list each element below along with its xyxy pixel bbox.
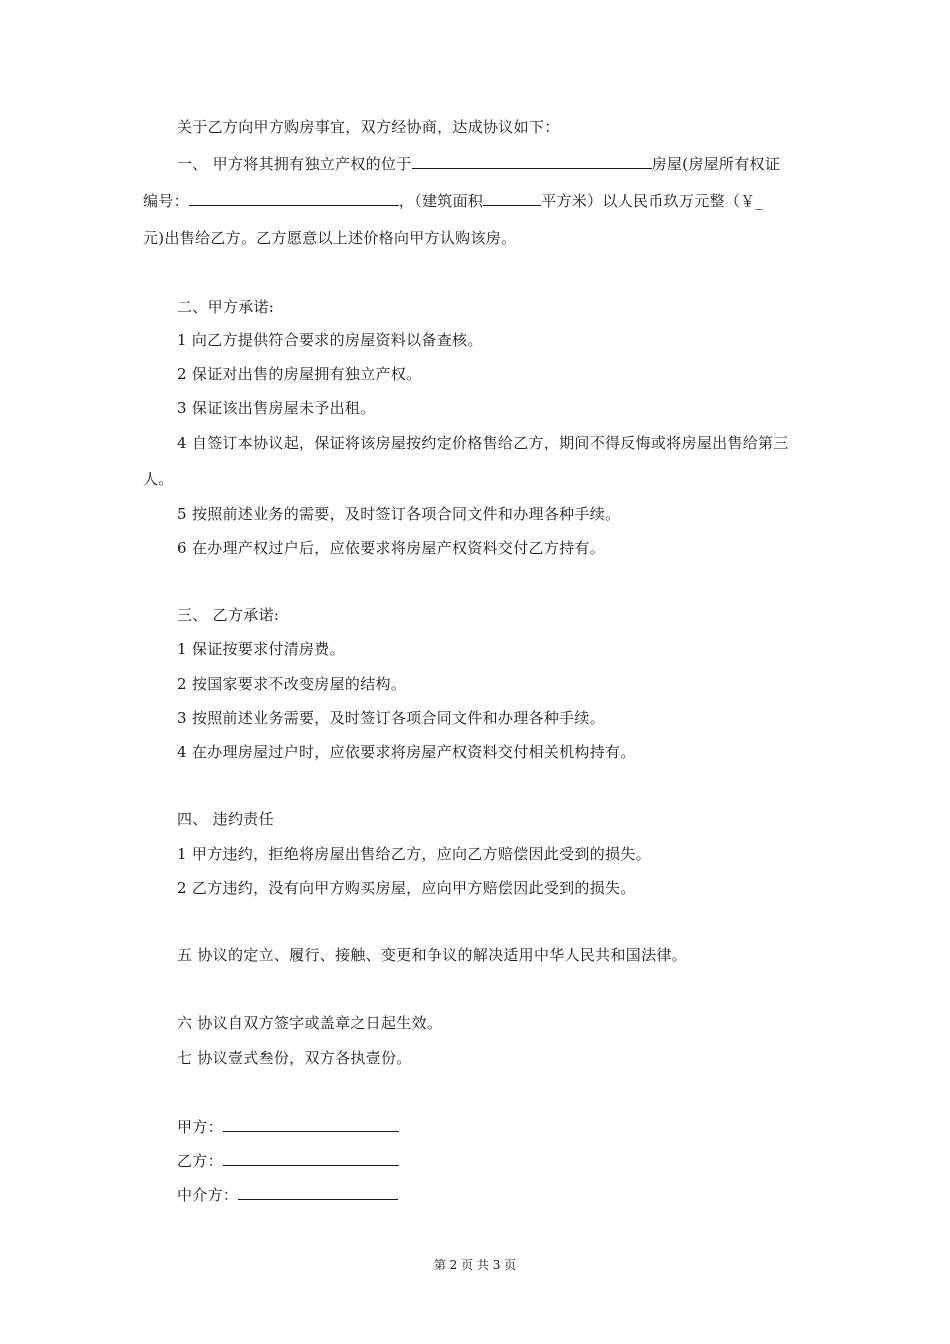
clause-1-text-a: 一、 甲方将其拥有独立产权的位于 — [177, 155, 412, 173]
clause-1-text-b: 房屋(房屋所有权证 — [651, 155, 781, 173]
clause-1-line-2 — [143, 190, 763, 211]
section-2-item-1: 1 向乙方提供符合要求的房屋资料以备查核。 — [177, 331, 483, 349]
party-a-signature-blank[interactable] — [223, 1116, 399, 1132]
section-2-item-4: 4 自签订本协议起，保证将该房屋按约定价格售给乙方，期间不得反悔或将房屋出售给第三 — [177, 434, 789, 452]
party-b-signature-blank[interactable] — [223, 1150, 399, 1166]
section-2-item-6: 6 在办理产权过户后，应依要求将房屋产权资料交付乙方持有。 — [177, 539, 606, 557]
floor-area-blank[interactable] — [483, 190, 541, 206]
section-3-item-4: 4 在办理房屋过户时，应依要求将房屋产权资料交付相关机构持有。 — [177, 743, 636, 761]
section-2-item-2: 2 保证对出售的房屋拥有独立产权。 — [177, 365, 422, 383]
section-2-item-4-cont: 人。 — [143, 470, 174, 488]
certificate-number-blank[interactable] — [189, 190, 399, 206]
clause-1-line-1 — [177, 153, 780, 174]
section-5: 五 协议的定立、履行、接触、变更和争议的解决适用中华人民共和国法律。 — [177, 946, 687, 964]
section-4-item-2: 2 乙方违约，没有向甲方购买房屋，应向甲方赔偿因此受到的损失。 — [177, 879, 636, 897]
section-3-item-1: 1 保证按要求付清房费。 — [177, 640, 345, 658]
agent-label: 中介方： — [177, 1186, 239, 1204]
property-location-blank[interactable] — [412, 153, 652, 169]
section-3-title: 三、 乙方承诺: — [177, 606, 280, 624]
section-7: 七 协议壹式叁份，双方各执壹份。 — [177, 1049, 412, 1067]
page-number-footer: 第 2 页 共 3 页 — [433, 1258, 517, 1272]
section-4-title: 四、 违约责任 — [177, 810, 274, 828]
agent-signature-blank[interactable] — [238, 1184, 398, 1200]
signature-party-a — [177, 1116, 399, 1137]
section-2-title: 二、甲方承诺: — [177, 298, 275, 316]
intro-paragraph: 关于乙方向甲方购房事宜，双方经协商，达成协议如下： — [177, 118, 560, 136]
section-3-item-2: 2 按国家要求不改变房屋的结构。 — [177, 675, 407, 693]
section-4-item-1: 1 甲方违约，拒绝将房屋出售给乙方，应向乙方赔偿因此受到的损失。 — [177, 845, 651, 863]
section-6: 六 协议自双方签字或盖章之日起生效。 — [177, 1014, 443, 1032]
party-a-label: 甲方： — [177, 1118, 223, 1136]
signature-party-b — [177, 1150, 399, 1171]
party-b-label: 乙方： — [177, 1152, 223, 1170]
section-3-item-3: 3 按照前述业务需要，及时签订各项合同文件和办理各种手续。 — [177, 709, 606, 727]
section-2-item-5: 5 按照前述业务的需要，及时签订各项合同文件和办理各种手续。 — [177, 505, 621, 523]
clause-1-text-d: ，（建筑面积 — [398, 192, 484, 210]
section-2-item-3: 3 保证该出售房屋未予出租。 — [177, 399, 376, 417]
signature-agent — [177, 1184, 398, 1205]
clause-1-text-e: 平方米）以人民币玖万元整（￥_ — [541, 192, 764, 210]
clause-1-text-c: 编号： — [143, 192, 189, 210]
clause-1-line-3: 元)出售给乙方。乙方愿意以上述价格向甲方认购该房。 — [143, 229, 517, 247]
